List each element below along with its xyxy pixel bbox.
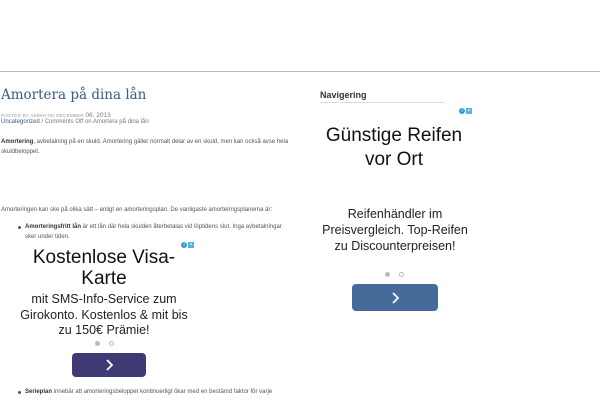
- site-header: [0, 0, 600, 71]
- posted-by-text: POSTED BY ADMIN ON DECEMBER: [1, 113, 84, 118]
- ad-next-button[interactable]: [352, 284, 438, 311]
- paragraph-intro: [1, 137, 295, 157]
- chevron-right-icon: [104, 359, 114, 371]
- paragraph-plans: Amorteringen kan ske på olika sätt – enligt en amorteringsplan. De vanligaste amorteringsplanerna är:: [1, 207, 273, 213]
- plan-list-continued: [0, 387, 294, 397]
- post-title[interactable]: Amortera på dina lån: [1, 87, 147, 103]
- term-amorteringsfritt: Amorteringsfritt lån: [25, 224, 82, 230]
- carousel-dot-active[interactable]: [385, 272, 390, 277]
- post-meta-date: [1, 112, 111, 119]
- ad-body[interactable]: mit SMS-Info-Service zum Girokonto. Kostenlos & mit bis zu 150€ Prämie!: [20, 292, 188, 337]
- list-item: [0, 222, 294, 242]
- info-icon[interactable]: i: [459, 108, 465, 114]
- term-amortering: Amortering: [1, 139, 34, 145]
- carousel-dot-active[interactable]: [95, 341, 100, 346]
- paragraph-intro-text: , avbetalning på en skuld. Amortering gäller normalt delar av en skuld, men kan också avse hela skuldbeloppet.: [1, 139, 289, 155]
- sidebar-divider: [320, 102, 444, 103]
- chevron-right-icon: [390, 292, 400, 304]
- comments-status: Comments Off on Amortera på dina lån: [44, 119, 149, 125]
- adchoices-badge[interactable]: [459, 108, 472, 114]
- post-date: 06, 2013: [85, 112, 111, 119]
- meta-separator: /: [39, 119, 45, 125]
- list-item: [0, 387, 294, 397]
- ad-tyres[interactable]: [316, 108, 472, 318]
- list-item-text: är ett lån där hela skulden återbetalas vid löptidens slut. Inga avbetalningar sker under tiden.: [25, 224, 282, 240]
- info-icon[interactable]: i: [181, 242, 187, 248]
- ad-visa-card[interactable]: [14, 242, 194, 382]
- carousel-dot[interactable]: [109, 341, 114, 346]
- ad-carousel-dots: [14, 341, 194, 346]
- post-meta-links: [1, 119, 149, 125]
- close-icon[interactable]: ×: [467, 108, 471, 114]
- term-serieplan: Serieplan: [25, 389, 53, 395]
- ad-carousel-dots: [316, 272, 472, 277]
- ad-headline[interactable]: Kostenlose Visa-Karte: [32, 247, 176, 289]
- ad-headline[interactable]: Günstige Reifen vor Ort: [325, 125, 463, 170]
- carousel-dot[interactable]: [399, 272, 404, 277]
- list-item-text: innebär att amorteringsbeloppet kontinuerligt ökar med en bestämd faktor för varje: [52, 389, 273, 395]
- sidebar-title: Navigering: [320, 90, 367, 100]
- category-link[interactable]: Uncategorized: [1, 119, 40, 125]
- close-icon[interactable]: ×: [189, 242, 193, 248]
- plan-list: [0, 222, 294, 242]
- ad-next-button[interactable]: [72, 353, 146, 377]
- ad-body[interactable]: Reifenhändler im Preisvergleich. Top-Reifen zu Discounterpreisen!: [322, 207, 468, 253]
